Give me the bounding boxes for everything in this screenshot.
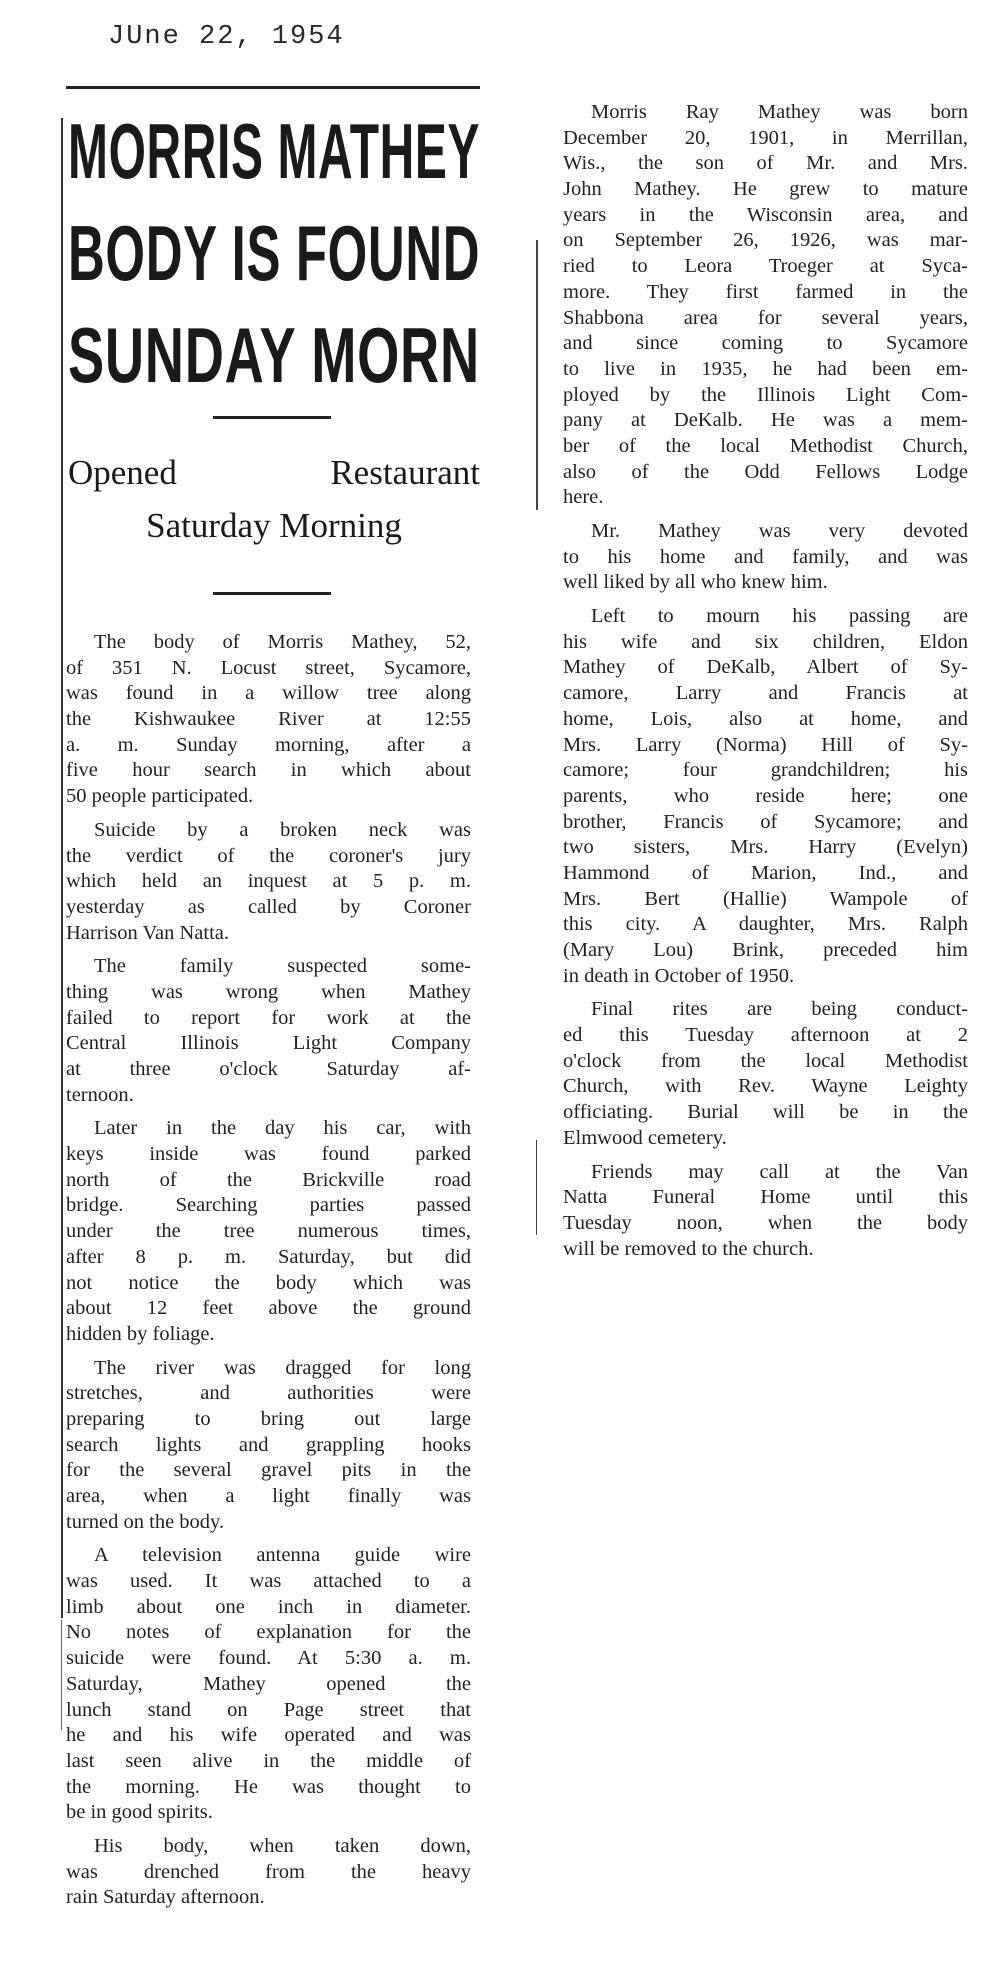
article-line: was used. It was attached to a [66, 1570, 471, 1593]
article-line: under the tree numerous times, [66, 1220, 471, 1243]
article-line: his wife and six children, Eldon [563, 630, 968, 653]
article-line: years in the Wisconsin area, and [563, 203, 968, 226]
article-line: the verdict of the coroner's jury [66, 844, 471, 867]
article-line: December 20, 1901, in Merrillan, [563, 126, 968, 149]
article-line: The family suspected some- [94, 955, 471, 978]
article-line: Wis., the son of Mr. and Mrs. [563, 152, 968, 175]
article-line: ber of the local Methodist Church, [563, 434, 968, 457]
article-line: failed to report for work at the [66, 1006, 471, 1029]
article-line: the morning. He was thought to [66, 1775, 471, 1798]
article-line: five hour search in which about [66, 759, 471, 782]
article-line: Final rites are being conduct- [591, 998, 968, 1021]
article-line: after 8 p. m. Saturday, but did [66, 1245, 471, 1268]
article-line: not notice the body which was [66, 1271, 471, 1294]
left-column-rule [61, 118, 63, 1618]
article-line: be in good spirits. [66, 1801, 213, 1824]
article-line: Saturday, Mathey opened the [66, 1672, 471, 1695]
article-line: Suicide by a broken neck was [94, 818, 471, 841]
article-line: to live in 1935, he had been em- [563, 357, 968, 380]
article-line: well liked by all who knew him. [563, 571, 828, 594]
article-line: this city. A daughter, Mrs. Ralph [563, 913, 968, 936]
article-line: parents, who reside here; one [563, 784, 968, 807]
article-line: The river was dragged for long [94, 1356, 471, 1379]
article-paragraph [66, 954, 471, 1108]
article-line: Morris Ray Mathey was born [591, 101, 968, 123]
clipping-date: JUne 22, 1954 [108, 22, 345, 52]
article-line: a. m. Sunday morning, after a [66, 733, 471, 756]
article-line: The body of Morris Mathey, 52, [94, 631, 471, 653]
article-line: Left to mourn his passing are [591, 605, 968, 628]
article-paragraph [563, 100, 968, 511]
article-line: bridge. Searching parties passed [66, 1194, 471, 1217]
article-line: Mrs. Larry (Norma) Hill of Sy- [563, 733, 968, 756]
article-line: No notes of explanation for the [66, 1621, 471, 1644]
article-line: pany at DeKalb. He was a mem- [563, 409, 968, 432]
article-line: A television antenna guide wire [94, 1544, 471, 1567]
article-line: Hammond of Marion, Ind., and [563, 861, 968, 884]
article-line: about 12 feet above the ground [66, 1297, 471, 1320]
article-line: Mrs. Bert (Hallie) Wampole of [563, 887, 968, 910]
article-line: more. They first farmed in the [563, 280, 968, 303]
article-paragraph [563, 1160, 968, 1263]
article-line: two sisters, Mrs. Harry (Evelyn) [563, 836, 968, 859]
article-line: o'clock from the local Methodist [563, 1049, 968, 1072]
article-line: in death in October of 1950. [563, 964, 795, 987]
article-paragraph [563, 997, 968, 1151]
subheadline-line: Saturday Morning [146, 506, 402, 545]
headline-divider [213, 416, 331, 419]
article-line: home, Lois, also at home, and [563, 707, 968, 730]
article-right-column [563, 100, 968, 1270]
article-line: Shabbona area for several years, [563, 306, 968, 329]
article-line: will be removed to the church. [563, 1237, 814, 1260]
article-line: Later in the day his car, with [94, 1117, 471, 1140]
top-rule [66, 86, 480, 89]
article-line: stretches, and authorities were [66, 1382, 471, 1405]
article-line: Harrison Van Natta. [66, 921, 230, 944]
headline-line: MORRIS MATHEY [68, 107, 481, 195]
subheadline [68, 446, 480, 552]
article-line: and since coming to Sycamore [563, 332, 968, 355]
article-line: 50 people participated. [66, 785, 254, 808]
article-line: Mr. Mathey was very devoted [591, 520, 968, 542]
article-paragraph [66, 1356, 471, 1536]
article-line: suicide were found. At 5:30 a. m. [66, 1647, 471, 1670]
article-left-column [66, 630, 471, 1919]
article-line: Tuesday noon, when the body [563, 1211, 968, 1234]
article-line: (Mary Lou) Brink, preceded him [563, 939, 968, 961]
article-line: brother, Francis of Sycamore; and [563, 810, 968, 833]
article-paragraph [66, 630, 471, 810]
article-paragraph [66, 818, 471, 946]
article-line: camore; four grandchildren; his [563, 759, 968, 782]
article-line: rain Saturday afternoon. [66, 1886, 265, 1909]
article-line: of 351 N. Locust street, Sycamore, [66, 656, 471, 679]
article-paragraph [563, 604, 968, 989]
subheadline-line: Opened Restaurant [68, 453, 480, 492]
article-line: Friends may call at the Van [591, 1160, 968, 1183]
article-line: was drenched from the heavy [66, 1860, 471, 1883]
article-line: last seen alive in the middle of [66, 1749, 471, 1772]
article-line: ployed by the Illinois Light Com- [563, 383, 968, 406]
article-line: yesterday as called by Coroner [66, 895, 471, 918]
right-column-rule [536, 240, 538, 510]
article-line: Central Illinois Light Company [66, 1032, 471, 1055]
article-line: area, when a light finally was [66, 1485, 471, 1507]
article-line: John Mathey. He grew to mature [563, 178, 968, 201]
headline [68, 100, 480, 406]
article-line: which held an inquest at 5 p. m. [66, 870, 471, 893]
headline-line: BODY IS FOUND [68, 209, 481, 297]
article-line: to his home and family, and was [563, 545, 968, 568]
article-line: hidden by foliage. [66, 1322, 215, 1345]
article-line: north of the Brickville road [66, 1168, 471, 1191]
article-line: lunch stand on Page street that [66, 1698, 471, 1721]
article-line: His body, when taken down, [94, 1834, 471, 1857]
headline-line: SUNDAY MORN [68, 311, 480, 399]
subhead-divider [213, 592, 331, 595]
article-line: ed this Tuesday afternoon at 2 [563, 1024, 968, 1047]
article-line: at three o'clock Saturday af- [66, 1058, 471, 1080]
right-column-rule-lower [536, 1140, 537, 1235]
article-line: ternoon. [66, 1083, 134, 1106]
article-line: here. [563, 486, 604, 509]
article-line: preparing to bring out large [66, 1407, 471, 1430]
article-paragraph [66, 1116, 471, 1347]
article-line: limb about one inch in diameter. [66, 1595, 471, 1618]
article-line: thing was wrong when Mathey [66, 980, 471, 1003]
article-line: for the several gravel pits in the [66, 1459, 471, 1482]
article-line: turned on the body. [66, 1510, 225, 1533]
article-line: Church, with Rev. Wayne Leighty [563, 1075, 968, 1098]
article-line: Mathey of DeKalb, Albert of Sy- [563, 656, 968, 679]
article-line: was found in a willow tree along [66, 682, 471, 705]
article-line: also of the Odd Fellows Lodge [563, 460, 968, 483]
article-paragraph [66, 1543, 471, 1826]
article-line: he and his wife operated and was [66, 1724, 471, 1747]
article-line: the Kishwaukee River at 12:55 [66, 708, 471, 731]
article-line: ried to Leora Troeger at Syca- [563, 255, 968, 278]
article-paragraph [563, 519, 968, 596]
article-paragraph [66, 1834, 471, 1911]
left-column-rule-lower [61, 1620, 62, 1730]
article-line: search lights and grappling hooks [66, 1433, 471, 1456]
article-line: officiating. Burial will be in the [563, 1101, 968, 1124]
article-line: on September 26, 1926, was mar- [563, 229, 968, 252]
article-line: Elmwood cemetery. [563, 1126, 727, 1149]
article-line: Natta Funeral Home until this [563, 1186, 968, 1209]
article-line: keys inside was found parked [66, 1143, 471, 1166]
article-line: camore, Larry and Francis at [563, 682, 968, 705]
